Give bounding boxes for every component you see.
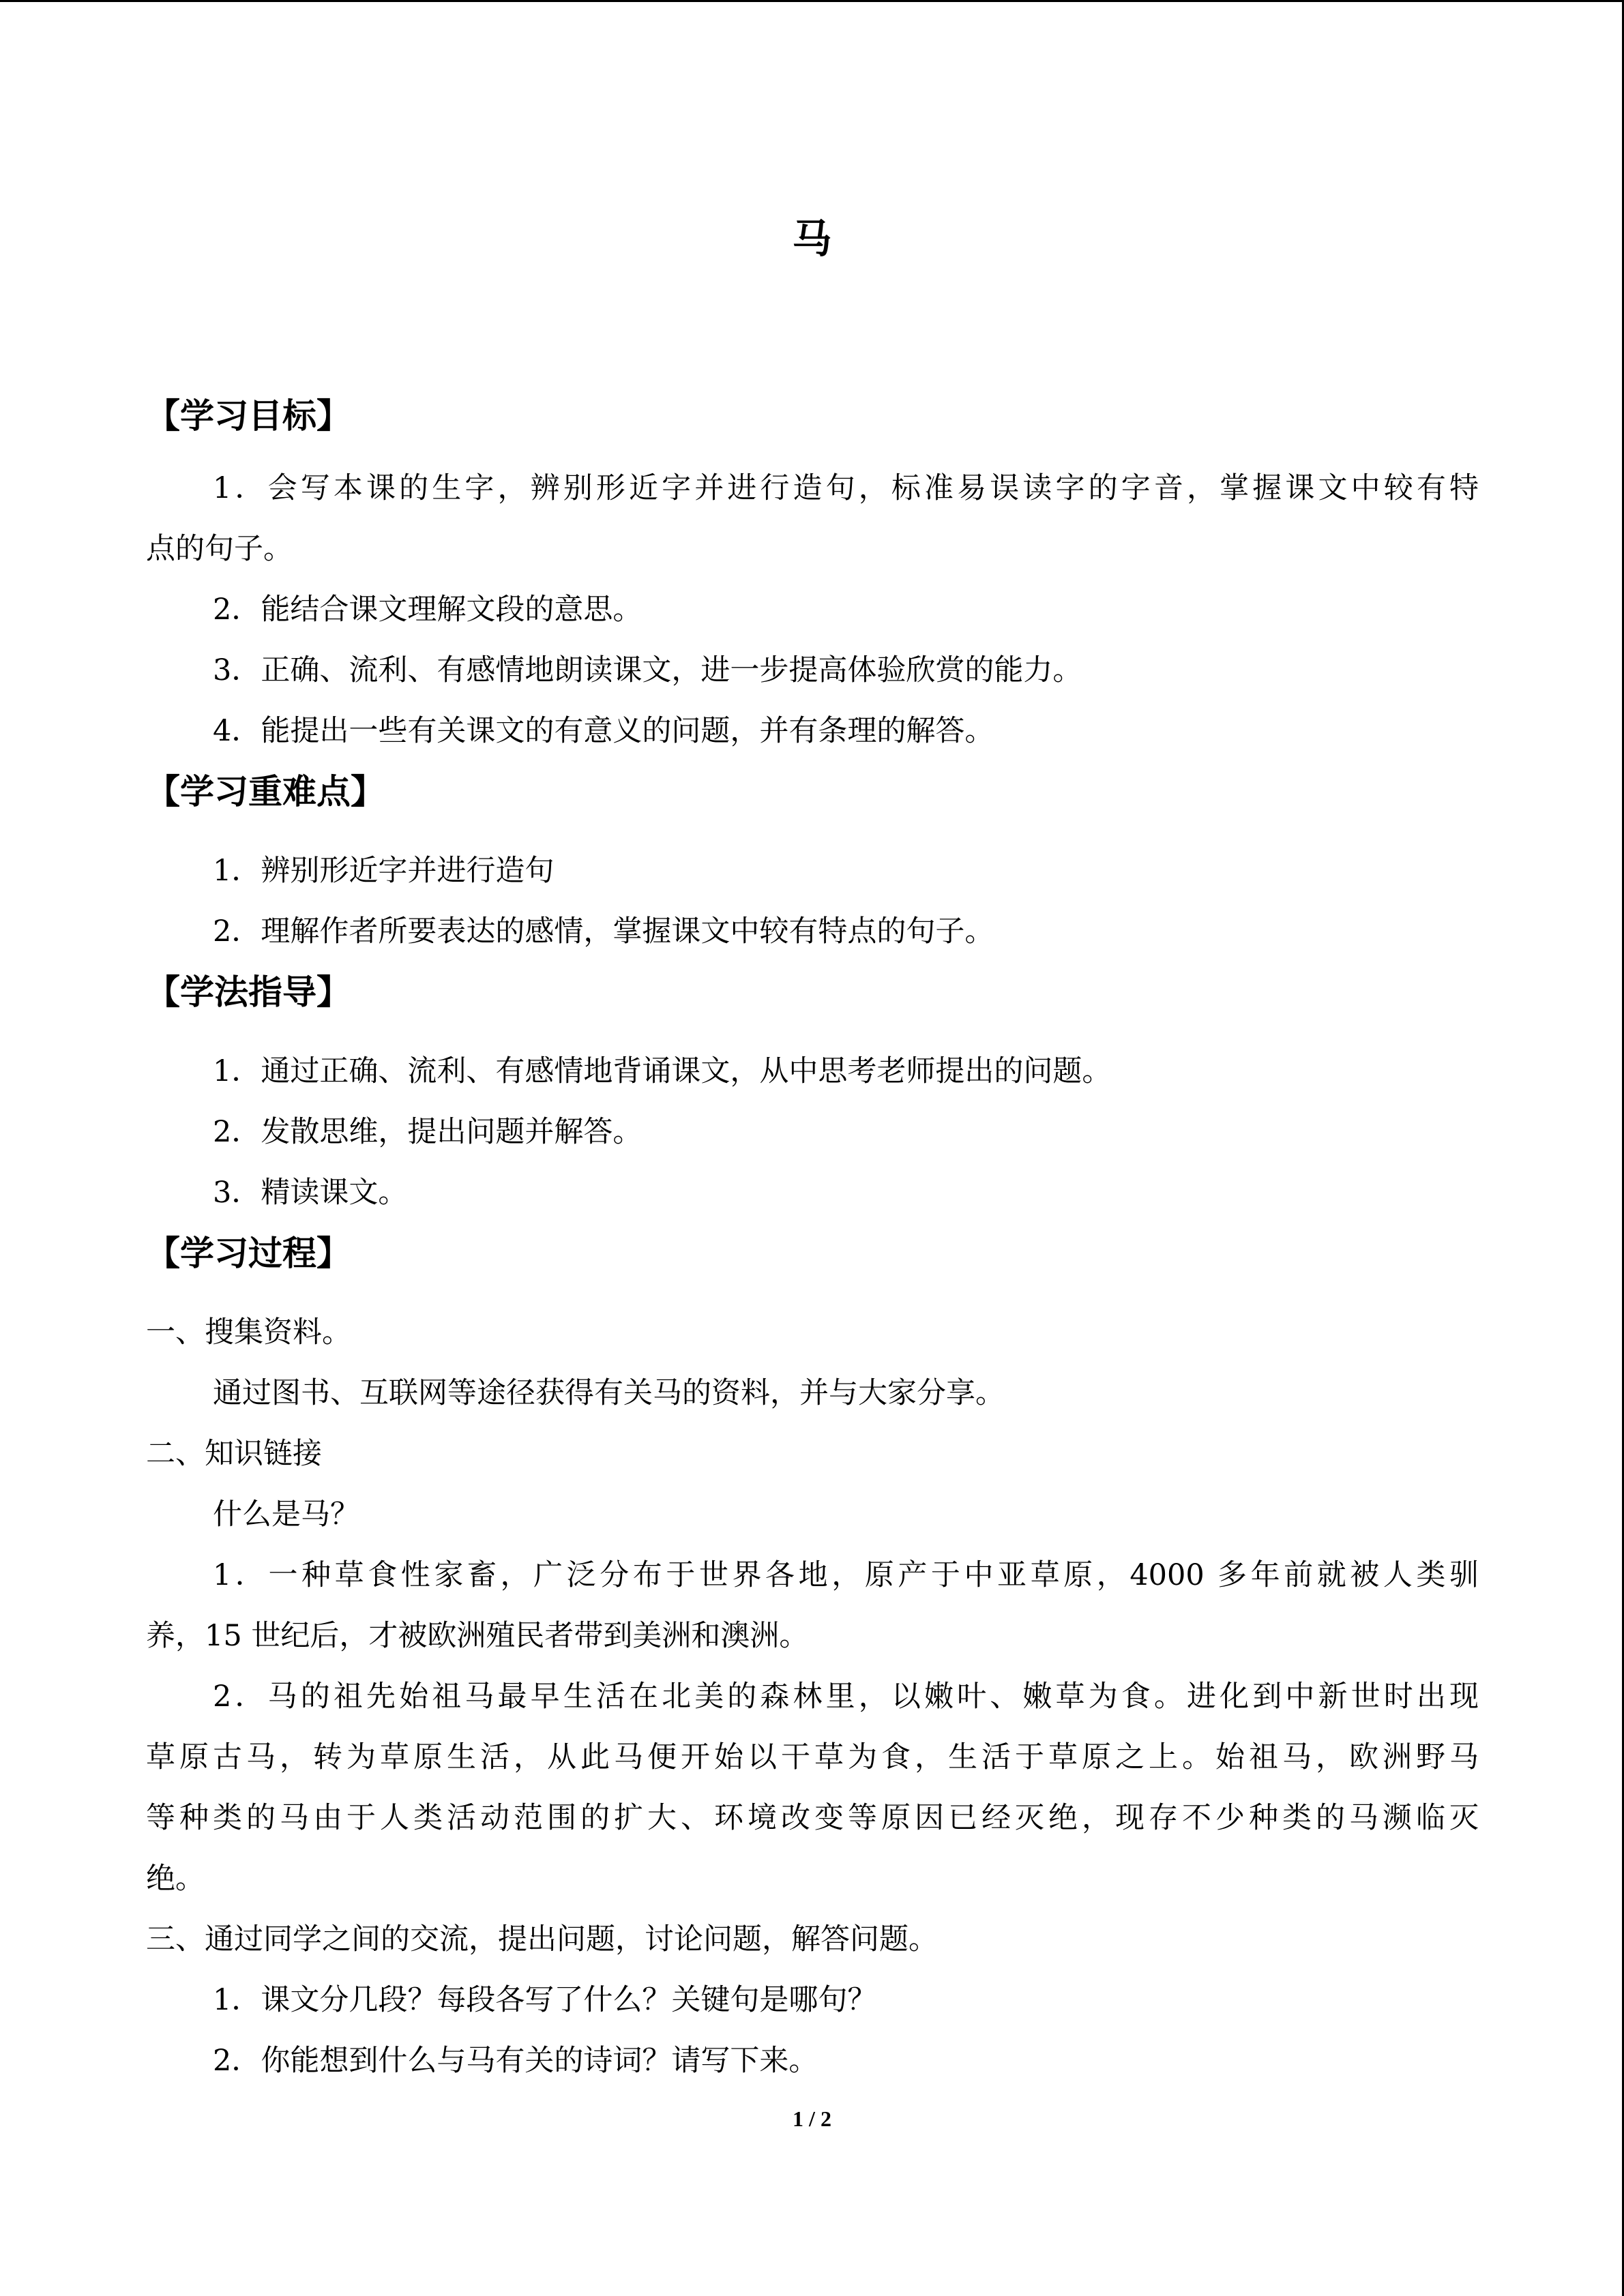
- page-number: 1 / 2: [793, 2106, 831, 2131]
- process-line-2: 通过图书、互联网等途径获得有关马的资料，并与大家分享。: [213, 1376, 1005, 1410]
- process-line-8: 草原古马，转为草原生活，从此马便开始以干草为食，生活于草原之上。始祖马，欧洲野马: [146, 1740, 1479, 1774]
- process-line-7: 2．马的祖先始祖马最早生活在北美的森林里，以嫩叶、嫩草为食。进化到中新世时出现: [213, 1680, 1479, 1714]
- method-line-3: 3．精读课文。: [213, 1176, 408, 1210]
- section-heading-key-points: 【学习重难点】: [146, 772, 385, 811]
- process-line-6: 养，15 世纪后，才被欧洲殖民者带到美洲和澳洲。: [146, 1619, 809, 1653]
- section-heading-process: 【学习过程】: [146, 1234, 351, 1273]
- process-line-10: 绝。: [146, 1862, 205, 1896]
- process-line-12: 1．课文分几段？每段各写了什么？关键句是哪句？: [213, 1983, 877, 2017]
- key-points-line-2: 2．理解作者所要表达的感情，掌握课文中较有特点的句子。: [213, 914, 994, 949]
- process-line-5: 1．一种草食性家畜，广泛分布于世界各地，原产于中亚草原，4000 多年前就被人类驯: [213, 1558, 1479, 1592]
- goals-line-5: 4．能提出一些有关课文的有意义的问题，并有条理的解答。: [213, 714, 994, 748]
- page-title: 马: [792, 215, 832, 262]
- document-body: [146, 386, 1479, 2091]
- goals-line-3: 2．能结合课文理解文段的意思。: [213, 593, 643, 627]
- section-heading-goals: 【学习目标】: [146, 396, 351, 436]
- process-line-4: 什么是马？: [213, 1497, 359, 1532]
- process-line-1: 一、搜集资料。: [146, 1315, 351, 1350]
- process-line-13: 2．你能想到什么与马有关的诗词？请写下来。: [213, 2044, 818, 2078]
- top-border: [0, 0, 1624, 2]
- key-points-line-1: 1．辨别形近字并进行造句: [213, 854, 555, 888]
- method-line-1: 1．通过正确、流利、有感情地背诵课文，从中思考老师提出的问题。: [213, 1054, 1112, 1088]
- method-line-2: 2．发散思维，提出问题并解答。: [213, 1115, 643, 1149]
- goals-line-1: 1．会写本课的生字，辨别形近字并进行造句，标准易误读字的字音，掌握课文中较有特: [213, 471, 1479, 505]
- goals-line-4: 3．正确、流利、有感情地朗读课文，进一步提高体验欣赏的能力。: [213, 653, 1082, 687]
- section-heading-method: 【学法指导】: [146, 972, 351, 1012]
- process-line-11: 三、通过同学之间的交流，提出问题，讨论问题，解答问题。: [146, 1922, 938, 1956]
- process-line-3: 二、知识链接: [146, 1437, 322, 1471]
- goals-line-2: 点的句子。: [146, 532, 293, 566]
- process-line-9: 等种类的马由于人类活动范围的扩大、环境改变等原因已经灭绝，现存不少种类的马濒临灭: [146, 1801, 1479, 1835]
